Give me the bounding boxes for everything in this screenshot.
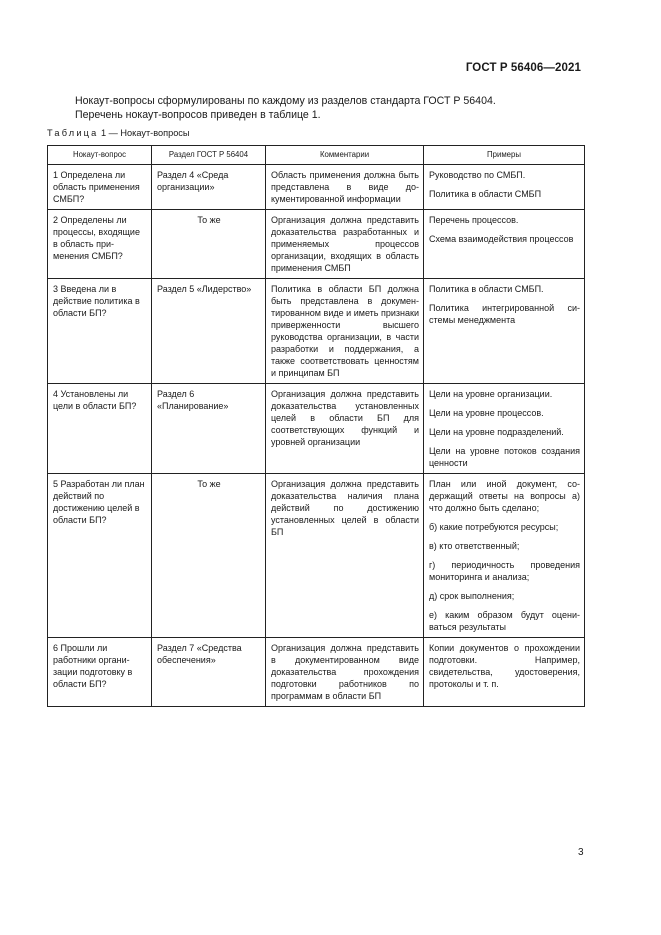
page-number: 3 <box>578 847 584 858</box>
table-row <box>48 165 585 210</box>
comment-cell: Организация должна представить в документированном виде доказательства прохождения подготовки работников по программам в области БП <box>266 638 424 707</box>
examples-cell <box>424 210 585 279</box>
header-question: Нокаут-вопрос <box>48 146 152 165</box>
table-caption-prefix: Таблица <box>47 128 99 138</box>
section-cell: То же <box>152 474 266 638</box>
comment-cell: Организация должна представить доказательства установленных целей в области БП для соответствующих функций и уровней организации <box>266 384 424 474</box>
example-item: Копии документов о прохождении подготовки. Например, свидетельства, удостоверения, протоколы и т. п. <box>429 643 580 689</box>
table-row <box>48 384 585 474</box>
example-item: д) срок выполнения; <box>429 591 515 601</box>
knockout-questions-table <box>47 145 585 707</box>
header-examples: Примеры <box>424 146 585 165</box>
example-item: Цели на уровне подразделений. <box>429 427 564 437</box>
example-item: Цели на уровне процессов. <box>429 408 544 418</box>
table-row <box>48 279 585 384</box>
table-row <box>48 210 585 279</box>
examples-cell <box>424 279 585 384</box>
standard-designation: ГОСТ Р 56406—2021 <box>465 62 581 74</box>
examples-cell <box>424 384 585 474</box>
question-cell: 4 Установлены ли цели в области БП? <box>48 384 152 474</box>
section-cell: Раздел 7 «Средства обеспечения» <box>152 638 266 707</box>
comment-cell: Политика в области БП должна быть представлена в документированном виде и иметь признаки приверженности высшего руководства организации, в части разработки и поддержания, а также соответствовать ценностям и принципам БП <box>266 279 424 384</box>
example-item: Политика интегрированной системы менеджмента <box>429 303 580 325</box>
table-row <box>48 638 585 707</box>
example-item: План или иной документ, содержащий ответы на вопросы а) что должно быть сделано; <box>429 479 580 513</box>
header-comment: Комментарии <box>266 146 424 165</box>
example-item: в) кто ответственный; <box>429 541 520 551</box>
example-item: Политика в области СМБП. <box>429 284 544 294</box>
intro-line-1: Нокаут-вопросы сформулированы по каждому из разделов стандарта ГОСТ Р 56404. <box>75 95 496 107</box>
section-cell: Раздел 4 «Среда организации» <box>152 165 266 210</box>
example-item: е) каким образом будут оцениваться результаты <box>429 610 580 632</box>
intro-line-2: Перечень нокаут-вопросов приведен в таблице 1. <box>75 109 321 121</box>
section-cell: То же <box>152 210 266 279</box>
table-caption <box>47 128 190 138</box>
section-cell: Раздел 5 «Лидерство» <box>152 279 266 384</box>
examples-cell <box>424 165 585 210</box>
question-cell: 2 Определены ли процессы, входящие в область применения СМБП? <box>48 210 152 279</box>
comment-cell: Организация должна представить доказательства разработанных и применяемых процессов организации, входящих в область применения СМБП <box>266 210 424 279</box>
examples-cell <box>424 474 585 638</box>
example-item: Политика в области СМБП <box>429 189 542 199</box>
example-item: Схема взаимодействия процессов <box>429 234 574 244</box>
table-caption-text: 1 — Нокаут-вопросы <box>98 128 190 138</box>
section-cell: Раздел 6 «Планирование» <box>152 384 266 474</box>
example-item: Цели на уровне организации. <box>429 389 553 399</box>
question-cell: 1 Определена ли область применения СМБП? <box>48 165 152 210</box>
intro-paragraph <box>75 94 496 122</box>
comment-cell: Организация должна представить доказательства наличия плана действий по достижению установленных целей в области БП <box>266 474 424 638</box>
example-item: г) периодичность проведения мониторинга и анализа; <box>429 560 580 582</box>
question-cell: 3 Введена ли в действие политика в области БП? <box>48 279 152 384</box>
comment-cell: Область применения должна быть представлена в виде документированной информации <box>266 165 424 210</box>
examples-cell <box>424 638 585 707</box>
question-cell: 6 Прошли ли работники организации подготовку в области БП? <box>48 638 152 707</box>
example-item: Цели на уровне потоков создания ценности <box>429 446 580 468</box>
example-item: Перечень процессов. <box>429 215 519 225</box>
question-cell: 5 Разработан ли план действий по достижению целей в области БП? <box>48 474 152 638</box>
header-section: Раздел ГОСТ Р 56404 <box>152 146 266 165</box>
example-item: Руководство по СМБП. <box>429 170 526 180</box>
example-item: б) какие потребуются ресурсы; <box>429 522 559 532</box>
table-header-row <box>48 146 585 165</box>
table-row <box>48 474 585 638</box>
